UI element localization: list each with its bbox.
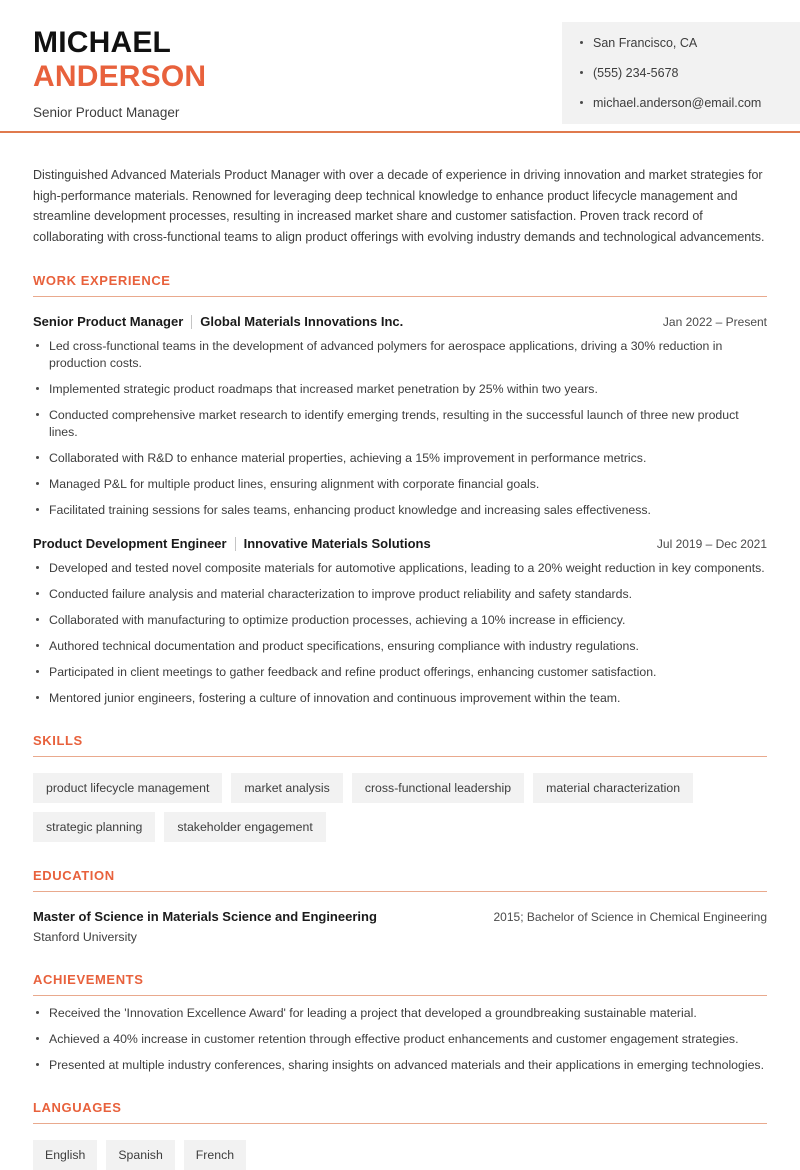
bullet-icon — [36, 344, 39, 347]
bullet-text: Participated in client meetings to gather feedback and refine product offerings, enhancing customer satisfaction. — [49, 665, 657, 679]
bullet-text: Presented at multiple industry conferences, sharing insights on advanced materials and their applications in emerging technologies. — [49, 1058, 764, 1072]
experience-role: Senior Product Manager — [33, 314, 184, 329]
list-item — [33, 1057, 767, 1074]
section-divider — [33, 296, 767, 297]
list-item — [33, 586, 767, 603]
bullet-text: Developed and tested novel composite materials for automotive applications, leading to a 20% weight reduction in key components. — [49, 561, 765, 575]
bullet-icon — [36, 1063, 39, 1066]
section-languages — [33, 1100, 767, 1170]
section-title-achievements: ACHIEVEMENTS — [33, 972, 144, 987]
experience-dates: Jan 2022 – Present — [662, 315, 767, 329]
section-divider — [33, 756, 767, 757]
list-item — [33, 450, 767, 467]
experience-company: Global Materials Innovations Inc. — [200, 314, 404, 329]
bullet-icon — [36, 696, 39, 699]
bullet-text: Received the 'Innovation Excellence Award' for leading a project that developed a groundbreaking sustainable material. — [49, 1006, 697, 1020]
bullet-text: Managed P&L for multiple product lines, ensuring alignment with corporate financial goals. — [49, 477, 540, 491]
bullet-icon — [580, 101, 583, 104]
languages-chip-list — [33, 1140, 767, 1170]
section-skills — [33, 733, 767, 842]
section-education — [33, 868, 767, 946]
list-item — [33, 664, 767, 681]
bullet-icon — [36, 618, 39, 621]
list-item — [33, 502, 767, 519]
language-chip: English — [33, 1140, 97, 1170]
section-title-work: WORK EXPERIENCE — [33, 273, 171, 288]
bullet-icon — [36, 592, 39, 595]
list-item — [33, 1031, 767, 1048]
skill-chip: material characterization — [533, 773, 693, 803]
section-divider — [33, 995, 767, 996]
experience-role: Product Development Engineer — [33, 536, 227, 551]
contact-phone-text: (555) 234-5678 — [593, 66, 679, 80]
list-item — [33, 560, 767, 577]
skill-chip: cross-functional leadership — [352, 773, 524, 803]
bullet-text: Conducted comprehensive market research to identify emerging trends, resulting in the successful launch of three new product lines. — [49, 408, 739, 439]
skill-chip: product lifecycle management — [33, 773, 222, 803]
contact-location — [580, 36, 800, 50]
separator-bar-icon — [191, 315, 192, 329]
last-name: ANDERSON — [33, 60, 207, 93]
resume-body — [0, 133, 800, 1170]
bullet-text: Collaborated with R&D to enhance material properties, achieving a 15% improvement in performance metrics. — [49, 451, 647, 465]
bullet-text: Collaborated with manufacturing to optimize production processes, achieving a 10% increase in efficiency. — [49, 613, 626, 627]
bullet-text: Conducted failure analysis and material characterization to improve product reliability and safety standards. — [49, 587, 633, 601]
contact-location-text: San Francisco, CA — [593, 36, 698, 50]
skills-chip-list — [33, 773, 767, 842]
bullet-icon — [36, 413, 39, 416]
list-item — [33, 338, 767, 372]
list-item — [33, 638, 767, 655]
bullet-icon — [36, 566, 39, 569]
skill-chip: stakeholder engagement — [164, 812, 325, 842]
bullet-icon — [36, 456, 39, 459]
achievements-list — [33, 1005, 767, 1074]
bullet-icon — [36, 1011, 39, 1014]
list-item — [33, 690, 767, 707]
education-degree: Master of Science in Materials Science and Engineering — [33, 909, 377, 924]
section-title-education: EDUCATION — [33, 868, 115, 883]
experience-heading — [33, 536, 431, 551]
language-chip: Spanish — [106, 1140, 174, 1170]
education-school: Stanford University — [33, 930, 137, 944]
experience-entry-header — [33, 536, 767, 551]
bullet-icon — [580, 71, 583, 74]
experience-entry-header — [33, 314, 767, 329]
experience-entry — [33, 314, 767, 519]
list-item — [33, 381, 767, 398]
experience-dates: Jul 2019 – Dec 2021 — [656, 537, 767, 551]
bullet-icon — [580, 41, 583, 44]
bullet-icon — [36, 482, 39, 485]
bullet-text: Implemented strategic product roadmaps that increased market penetration by 25% within two years. — [49, 382, 598, 396]
headline: Senior Product Manager — [33, 105, 180, 120]
section-title-skills: SKILLS — [33, 733, 83, 748]
bullet-icon — [36, 508, 39, 511]
list-item — [33, 476, 767, 493]
language-chip: French — [184, 1140, 246, 1170]
education-meta: 2015; Bachelor of Science in Chemical Engineering — [493, 910, 767, 924]
contact-email[interactable] — [580, 96, 800, 110]
list-item — [33, 1005, 767, 1022]
separator-bar-icon — [235, 537, 236, 551]
section-work-experience — [33, 273, 767, 707]
skill-chip: strategic planning — [33, 812, 155, 842]
first-name: MICHAEL — [33, 26, 172, 59]
professional-summary: Distinguished Advanced Materials Product Manager with over a decade of experience in driving innovation and market strategies for high-performance materials. Renowned for leveraging deep technical knowledge to enhance product lifecycle management and streamline development processes, resulting in increased market share and customer satisfaction. Proven track record of collaborating with cross-functional teams to align product offerings with evolving industry demands and technological advancements. — [33, 168, 765, 244]
section-achievements — [33, 972, 767, 1074]
resume-header — [0, 0, 800, 131]
experience-bullets — [33, 560, 767, 707]
skill-chip: market analysis — [231, 773, 342, 803]
contact-email-text: michael.anderson@email.com — [593, 96, 762, 110]
bullet-icon — [36, 644, 39, 647]
experience-bullets — [33, 338, 767, 519]
experience-heading — [33, 314, 403, 329]
experience-company: Innovative Materials Solutions — [243, 536, 431, 551]
bullet-text: Authored technical documentation and product specifications, ensuring compliance with industry regulations. — [49, 639, 639, 653]
section-title-languages: LANGUAGES — [33, 1100, 122, 1115]
bullet-text: Facilitated training sessions for sales teams, enhancing product knowledge and increasing sales effectiveness. — [49, 503, 651, 517]
bullet-text: Mentored junior engineers, fostering a culture of innovation and continuous improvement within the team. — [49, 691, 621, 705]
experience-entry — [33, 536, 767, 707]
section-divider — [33, 1123, 767, 1124]
list-item — [33, 612, 767, 629]
list-item — [33, 407, 767, 441]
education-entry-header — [33, 909, 767, 924]
bullet-text: Led cross-functional teams in the development of advanced polymers for aerospace applications, driving a 30% reduction in production costs. — [49, 339, 723, 370]
section-divider — [33, 891, 767, 892]
contact-phone[interactable] — [580, 66, 800, 80]
bullet-icon — [36, 670, 39, 673]
identity-block — [33, 26, 206, 121]
contact-panel — [562, 22, 800, 124]
bullet-text: Achieved a 40% increase in customer retention through effective product enhancements and customer engagement strategies. — [49, 1032, 739, 1046]
bullet-icon — [36, 387, 39, 390]
bullet-icon — [36, 1037, 39, 1040]
